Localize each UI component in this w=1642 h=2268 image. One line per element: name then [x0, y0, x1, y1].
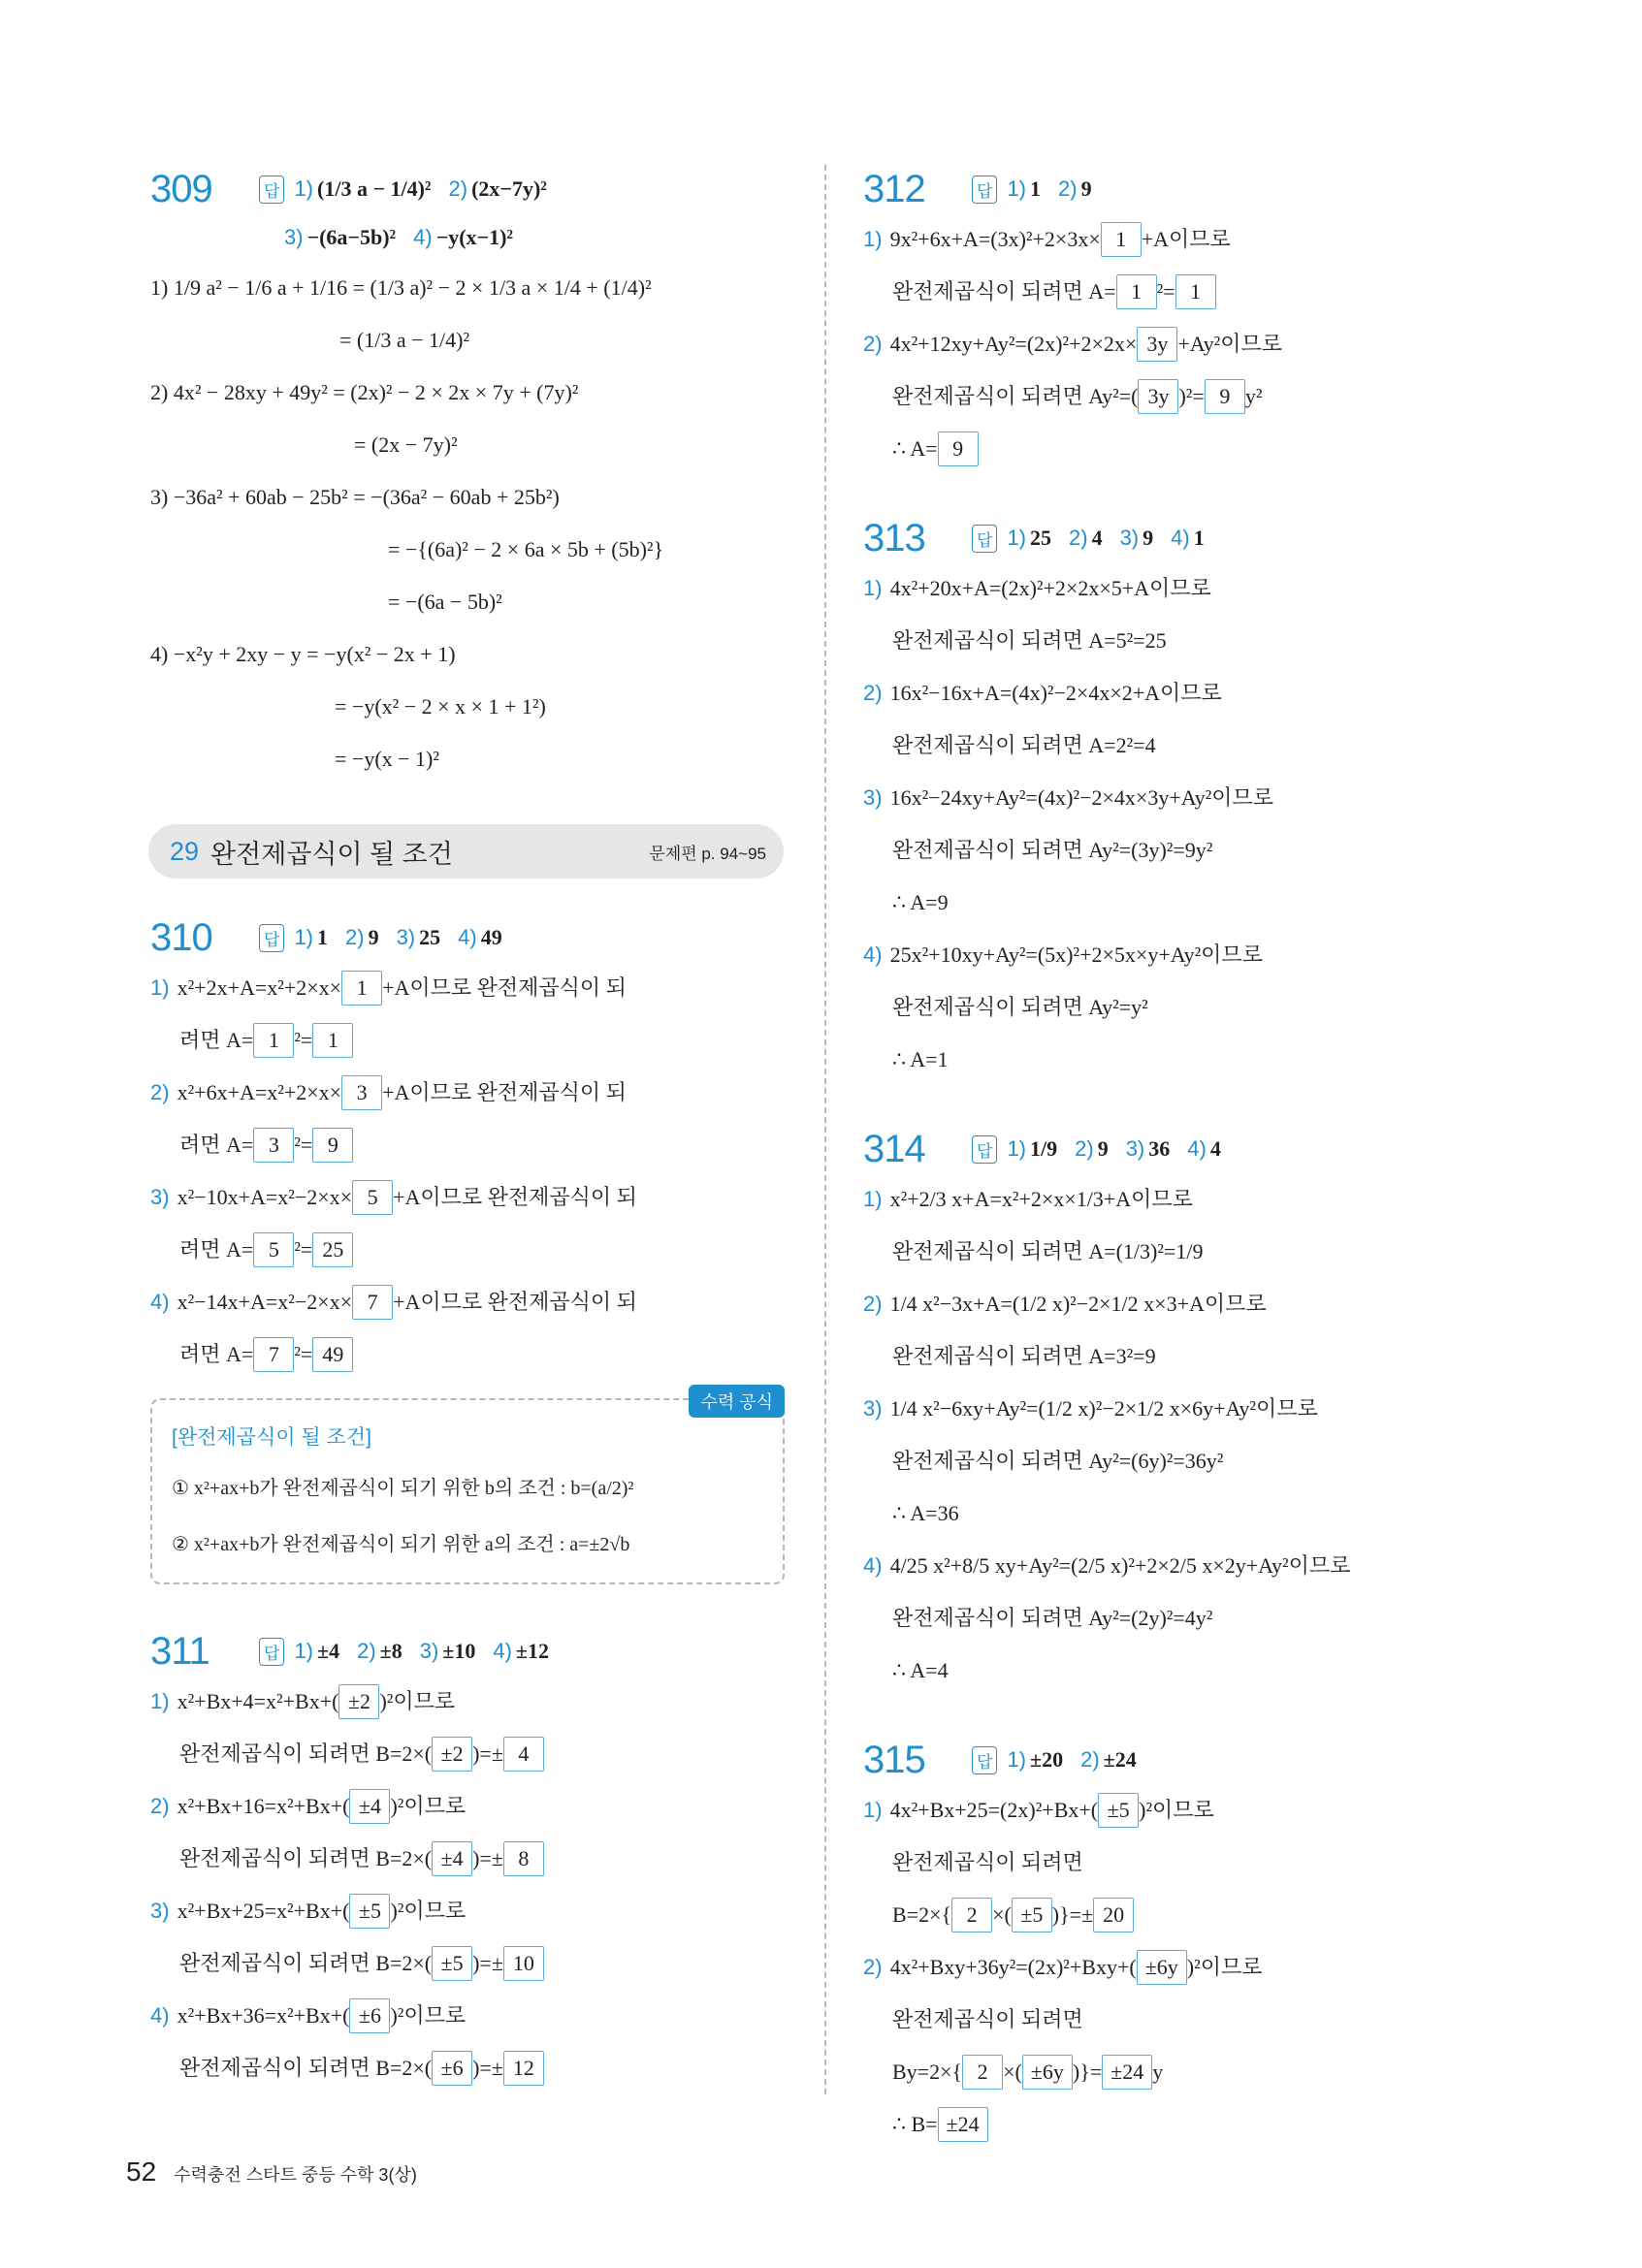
answer-box: 7	[352, 1285, 393, 1320]
answer-box: 9	[938, 431, 979, 466]
solution-line: 2) 4x²+Bxy+36y²=(2x)²+Bxy+( ±6y )²이므로	[863, 1941, 1484, 1994]
solution-line: 완전제곱식이 되려면 Ay²=(3y)²=9y²	[892, 838, 1213, 862]
solution-line: ∴ B= ±24	[863, 2098, 1484, 2151]
solution-line: 완전제곱식이 되려면 Ay²=y²	[892, 995, 1148, 1019]
solution-line: 완전제곱식이 되려면 A=3²=9	[892, 1344, 1156, 1368]
answer-box: ±6	[432, 2051, 472, 2086]
answer-box: ±2	[432, 1737, 472, 1772]
answer-box: 1	[312, 1023, 353, 1058]
solution-line: 3) 16x²−24xy+Ay²=(4x)²−2×4x×3y+Ay²이므로	[863, 785, 1273, 810]
solution-line: 4) x²−14x+A=x²−2×x× 7 +A이므로 완전제곱식이 되	[150, 1276, 781, 1328]
answer-box: 2	[951, 1898, 992, 1933]
answer-item: 2) 9	[1075, 1136, 1109, 1161]
answer-item: 2) 4	[1069, 526, 1103, 550]
solution-line: 려면 A= 7 ²= 49	[150, 1328, 781, 1381]
formula-tag: 수력 공식	[689, 1385, 785, 1418]
solution-line: 4) 25x²+10xy+Ay²=(5x)²+2×5x×y+Ay²이므로	[863, 942, 1263, 967]
section-title: 완전제곱식이 될 조건	[210, 839, 453, 869]
answer-box: 25	[312, 1232, 353, 1267]
answer-box: 3	[253, 1128, 294, 1163]
solution-line: 2) 1/4 x²−3x+A=(1/2 x)²−2×1/2 x×3+A이므로	[863, 1292, 1267, 1316]
answer-box: 5	[253, 1232, 294, 1267]
problem-number: 313	[863, 516, 925, 559]
answer-list	[1007, 1747, 1136, 1773]
answer-item: 4) 49	[458, 925, 502, 949]
answer-box: ±6y	[1022, 2055, 1073, 2090]
solution-line: ∴ A=9	[892, 890, 949, 914]
answer-tag: 답	[972, 1746, 997, 1774]
solution-line: 완전제곱식이 되려면 B=2×( ±2 )=± 4	[150, 1728, 781, 1780]
page-footer	[126, 2156, 417, 2188]
solution-line: 완전제곱식이 되려면	[892, 2007, 1083, 2031]
formula-line: ② x²+ax+b가 완전제곱식이 되기 위한 a의 조건 : a=±2√b	[172, 1534, 630, 1555]
answer-box: 9	[1205, 379, 1245, 414]
solution-line: = (1/3 a − 1/4)²	[339, 328, 470, 352]
answer-box: 4	[503, 1737, 544, 1772]
solution-line: 4) −x²y + 2xy − y = −y(x² − 2x + 1)	[150, 642, 456, 666]
solution-line: ∴ A=1	[892, 1047, 949, 1071]
answer-list	[1007, 176, 1091, 202]
solution-line: 2) 4x² − 28xy + 49y² = (2x)² − 2 × 2x × 7y + (7y)²	[150, 380, 579, 404]
solution-line: 3) x²−10x+A=x²−2×x× 5 +A이므로 완전제곱식이 되	[150, 1171, 781, 1224]
problem-313	[863, 514, 1484, 1086]
solution-line: 려면 A= 5 ²= 25	[150, 1224, 781, 1276]
answer-list	[1007, 526, 1204, 551]
problem-309	[150, 165, 781, 785]
solution-line: B=2×{ 2 ×( ±5 )}=± 20	[863, 1889, 1484, 1941]
solution-line: 2) 4x²+12xy+Ay²=(2x)²+2×2x× 3y +Ay²이므로	[863, 318, 1484, 370]
solution-line: 2) x²+Bx+16=x²+Bx+( ±4 )²이므로	[150, 1780, 781, 1833]
answer-box: 2	[962, 2055, 1003, 2090]
answer-box: 9	[312, 1128, 353, 1163]
solution-line: = −{(6a)² − 2 × 6a × 5b + (5b)²}	[388, 537, 664, 561]
book-title: 수력충전 스타트 중등 수학 3(상)	[174, 2165, 417, 2185]
answer-box: 1	[1116, 274, 1157, 309]
solution-line: 4) x²+Bx+36=x²+Bx+( ±6 )²이므로	[150, 1990, 781, 2042]
answer-item: 1) (1/3 a − 1/4)²	[294, 176, 432, 201]
solution-line: 완전제곱식이 되려면 B=2×( ±6 )=± 12	[150, 2042, 781, 2094]
problem-number: 311	[150, 1629, 209, 1673]
answer-item: 1) ±4	[294, 1639, 340, 1663]
answer-item: 1) 1	[1007, 176, 1041, 201]
solution-line: = (2x − 7y)²	[354, 432, 458, 457]
answer-item: 2) ±8	[357, 1639, 402, 1663]
answer-box: 1	[1101, 222, 1142, 257]
right-column	[863, 165, 1484, 2189]
answer-list	[1007, 1136, 1220, 1162]
answer-box: 1	[341, 971, 382, 1006]
solution-line: 2) 16x²−16x+A=(4x)²−2×4x×2+A이므로	[863, 681, 1222, 705]
solution-line: 완전제곱식이 되려면 B=2×( ±4 )=± 8	[150, 1833, 781, 1885]
formula-line: ① x²+ax+b가 완전제곱식이 되기 위한 b의 조건 : b=(a/2)²	[172, 1478, 634, 1499]
solution-line: 완전제곱식이 되려면 A=(1/3)²=1/9	[892, 1239, 1204, 1263]
answer-box: ±5	[1012, 1898, 1052, 1933]
answer-box: ±6y	[1137, 1950, 1187, 1985]
solution-line: 2) x²+6x+A=x²+2×x× 3 +A이므로 완전제곱식이 되	[150, 1067, 781, 1119]
solution-line: 완전제곱식이 되려면 Ay²=(6y)²=36y²	[892, 1449, 1224, 1473]
answer-box: ±4	[349, 1789, 390, 1824]
solution-line: 1) 4x²+20x+A=(2x)²+2×2x×5+A이므로	[863, 576, 1211, 600]
answer-box: 12	[503, 2051, 544, 2086]
answer-item: 3) ±10	[419, 1639, 476, 1663]
answer-tag: 답	[972, 525, 997, 553]
solution-line: 완전제곱식이 되려면 A=2²=4	[892, 733, 1156, 757]
answer-tag: 답	[259, 924, 284, 952]
answer-box: ±24	[1102, 2055, 1152, 2090]
answer-item: 3) 9	[1119, 526, 1154, 550]
problem-312	[863, 165, 1484, 475]
solution-line: 완전제곱식이 되려면 Ay²=(2y)²=4y²	[892, 1606, 1213, 1630]
problem-number: 315	[863, 1738, 925, 1781]
answer-item: 4) 1	[1171, 526, 1205, 550]
solution-line: 1) x²+Bx+4=x²+Bx+( ±2 )²이므로	[150, 1676, 781, 1728]
answer-box: ±4	[432, 1841, 472, 1876]
problem-number: 310	[150, 915, 212, 959]
page-number: 52	[126, 2156, 157, 2187]
answer-box: 7	[253, 1337, 294, 1372]
problem-311	[150, 1627, 781, 2094]
answer-box: 1	[253, 1023, 294, 1058]
solution-line: 1) x²+2x+A=x²+2×x× 1 +A이므로 완전제곱식이 되	[150, 962, 781, 1014]
solution-line: 완전제곱식이 되려면 B=2×( ±5 )=± 10	[150, 1937, 781, 1990]
solution-line: 1) 1/9 a² − 1/6 a + 1/16 = (1/3 a)² − 2 × 1/3 a × 1/4 + (1/4)²	[150, 275, 652, 300]
answer-box: ±5	[432, 1946, 472, 1981]
solution-line: 3) −36a² + 60ab − 25b² = −(36a² − 60ab + 25b²)	[150, 485, 560, 509]
answer-box: 20	[1093, 1898, 1134, 1933]
left-column	[150, 165, 781, 2133]
answer-item: 3) −(6a−5b)²	[284, 225, 397, 249]
solution-line: ∴ A=36	[892, 1501, 959, 1525]
problem-number: 309	[150, 167, 212, 210]
answer-tag: 답	[259, 176, 284, 204]
answer-item: 2) 9	[345, 925, 379, 949]
answer-list-cont	[284, 225, 513, 250]
solution-line: ∴ A=4	[892, 1658, 949, 1682]
answer-item: 4) 4	[1187, 1136, 1221, 1161]
answer-item: 1) 1/9	[1007, 1136, 1058, 1161]
answer-item: 3) 36	[1125, 1136, 1171, 1161]
formula-box	[150, 1392, 785, 1584]
solution-line: 완전제곱식이 되려면 A= 1 ²= 1	[863, 266, 1484, 318]
problem-number: 312	[863, 167, 925, 210]
answer-item: 1) ±20	[1007, 1747, 1064, 1772]
solution-line: 4) 4/25 x²+8/5 xy+Ay²=(2/5 x)²+2×2/5 x×2y+Ay²이므로	[863, 1553, 1351, 1578]
answer-item: 4) −y(x−1)²	[413, 225, 514, 249]
answer-tag: 답	[972, 176, 997, 204]
solution-line: ∴ A= 9	[863, 423, 1484, 475]
solution-line: 1) 9x²+6x+A=(3x)²+2×3x× 1 +A이므로	[863, 213, 1484, 266]
answer-item: 4) ±12	[493, 1639, 549, 1663]
problem-number: 314	[863, 1127, 925, 1170]
answer-item: 1) 1	[294, 925, 328, 949]
answer-item: 2) 9	[1058, 176, 1092, 201]
solution-line: = −y(x − 1)²	[335, 747, 439, 771]
solution-line: 완전제곱식이 되려면 A=5²=25	[892, 628, 1167, 653]
answer-list	[294, 925, 501, 950]
solution-line: 3) x²+Bx+25=x²+Bx+( ±5 )²이므로	[150, 1885, 781, 1937]
problem-310	[150, 913, 781, 1381]
answer-list	[294, 1639, 549, 1664]
solution-line: 려면 A= 3 ²= 9	[150, 1119, 781, 1171]
solution-line: 3) 1/4 x²−6xy+Ay²=(1/2 x)²−2×1/2 x×6y+Ay²이므로	[863, 1396, 1318, 1421]
answer-box: ±24	[938, 2107, 988, 2142]
solution-line: 1) x²+2/3 x+A=x²+2×x×1/3+A이므로	[863, 1187, 1193, 1211]
answer-box: 10	[503, 1946, 544, 1981]
answer-box: ±5	[349, 1894, 390, 1929]
answer-box: 3y	[1137, 327, 1177, 362]
solution-line: 1) 4x²+Bx+25=(2x)²+Bx+( ±5 )²이므로	[863, 1784, 1484, 1837]
answer-box: 3	[341, 1075, 382, 1110]
formula-title: [완전제곱식이 될 조건]	[172, 1426, 371, 1449]
answer-tag: 답	[972, 1135, 997, 1164]
answer-item: 2) (2x−7y)²	[448, 176, 547, 201]
problem-314	[863, 1125, 1484, 1697]
solution-line: = −y(x² − 2 × x × 1 + 1²)	[335, 694, 546, 719]
answer-item: 2) ±24	[1080, 1747, 1137, 1772]
answer-box: 8	[503, 1841, 544, 1876]
answer-item: 3) 25	[396, 925, 441, 949]
answer-box: 49	[312, 1337, 353, 1372]
answer-box: ±2	[338, 1684, 379, 1719]
problem-315	[863, 1736, 1484, 2151]
answer-box: 1	[1175, 274, 1216, 309]
answer-box: 3y	[1138, 379, 1178, 414]
solution-line: 완전제곱식이 되려면 Ay²=( 3y )²= 9 y²	[863, 370, 1484, 423]
answer-box: ±5	[1098, 1793, 1139, 1828]
answer-list	[294, 176, 546, 202]
column-divider	[824, 165, 826, 2094]
answer-item: 1) 25	[1007, 526, 1051, 550]
solution-line: = −(6a − 5b)²	[388, 590, 502, 614]
answer-box: 5	[352, 1180, 393, 1215]
answer-box: ±6	[349, 1998, 390, 2033]
section-page-ref: 문제편 p. 94~95	[649, 844, 766, 863]
section-header	[148, 824, 784, 878]
solution-line: 려면 A= 1 ²= 1	[150, 1014, 781, 1067]
solution-line: By=2×{ 2 ×( ±6y )}= ±24 y	[863, 2046, 1484, 2098]
section-number: 29	[170, 836, 200, 866]
answer-tag: 답	[259, 1638, 284, 1666]
solution-line: 완전제곱식이 되려면	[892, 1850, 1083, 1874]
